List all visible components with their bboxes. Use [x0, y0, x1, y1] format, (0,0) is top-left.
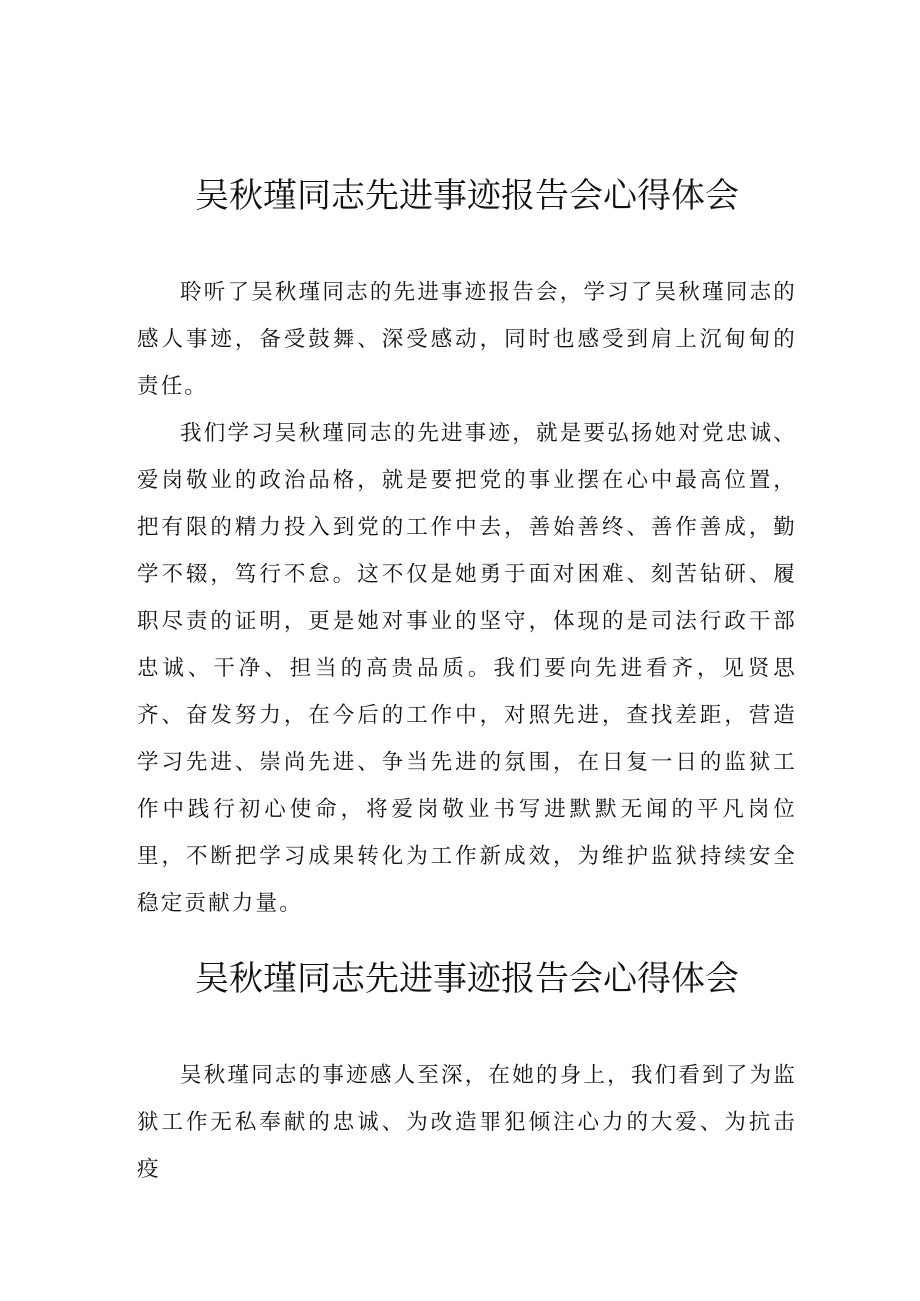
article-title: 吴秋瑾同志先进事迹报告会心得体会: [195, 959, 739, 999]
body-paragraph: 吴秋瑾同志的事迹感人至深，在她的身上，我们看到了为监狱工作无私奉献的忠诚、为改造罪犯倾注心力的大爱、为抗击疫: [137, 1063, 797, 1182]
article-title: 吴秋瑾同志先进事迹报告会心得体会: [195, 176, 739, 216]
article-body: [137, 1052, 797, 1193]
article-1: [137, 170, 797, 927]
article-2: [137, 953, 797, 1193]
article-body: [137, 269, 797, 927]
body-paragraph: 我们学习吴秋瑾同志的先进事迹，就是要弘扬她对党忠诚、爱岗敬业的政治品格，就是要把党的事业摆在心中最高位置，把有限的精力投入到党的工作中去，善始善终、善作善成，勤学不辍，笃行不怠。这不仅是她勇于面对困难、刻苦钻研、履职尽责的证明，更是她对事业的坚守，体现的是司法行政干部忠诚、干净、担当的高贵品质。我们要向先进看齐，见贤思齐、奋发努力，在今后的工作中，对照先进，查找差距，营造学习先进、崇尚先进、争当先进的氛围，在日复一日的监狱工作中践行初心使命，将爱岗敬业书写进默默无闻的平凡岗位里，不断把学习成果转化为工作新成效，为维护监狱持续安全稳定贡献力量。: [137, 421, 797, 916]
body-paragraph: 聆听了吴秋瑾同志的先进事迹报告会，学习了吴秋瑾同志的感人事迹，备受鼓舞、深受感动，同时也感受到肩上沉甸甸的责任。: [137, 280, 797, 399]
